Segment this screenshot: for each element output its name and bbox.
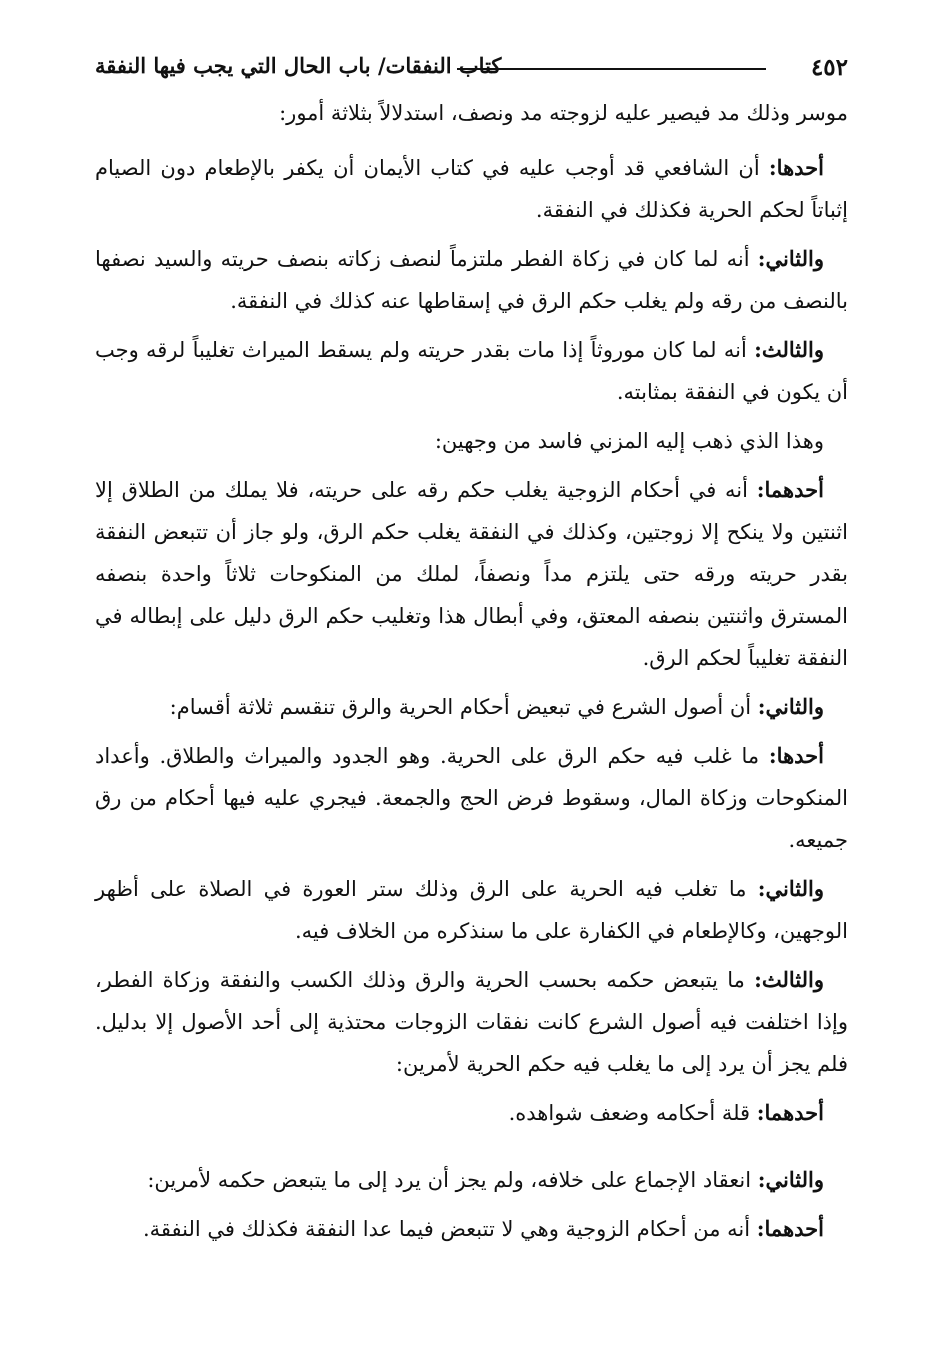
paragraph-1-lead: أحدها:	[768, 155, 824, 180]
paragraph-4	[95, 420, 848, 462]
paragraph-8-lead: والثاني:	[757, 876, 824, 901]
paragraph-2-text: أنه لما كان في زكاة الفطر ملتزماً لنصف زكاته بنصف حريته والسيد نصفها بالنصف من رقه ولم يغلب حكم الرق في إسقاطها عنه كذلك في النفقة.	[95, 247, 848, 313]
paragraph-7	[95, 735, 848, 861]
paragraph-8	[95, 868, 848, 952]
running-title: كتاب النفقات/ باب الحال التي يجب فيها النفقة	[95, 53, 502, 78]
paragraph-12-lead: أحدهما:	[756, 1216, 824, 1241]
paragraph-0	[95, 92, 848, 134]
paragraph-11-lead: والثاني:	[757, 1167, 824, 1192]
page-header	[95, 50, 848, 90]
paragraph-5-text: أنه في أحكام الزوجية يغلب حكم رقه على حريته، فلا يملك من الطلاق إلا اثنتين ولا ينكح إلا زوجتين، وكذلك في النفقة يغلب حكم الرق، ولو جاز أن تتبعض النفقة بقدر حريته ورقه حتى يلتزم مداً ونصفاً، لملك من المنكوحات ثلاثاً واحدة بنصفه المسترق واثنتين بنصفه المعتق، وفي أبطال هذا وتغليب حكم الرق دليل على إبطاله في النفقة تغليباً لحكم الرق.	[95, 478, 848, 670]
paragraph-4-text: وهذا الذي ذهب إليه المزني فاسد من وجهين:	[434, 429, 824, 453]
paragraph-5	[95, 469, 848, 679]
paragraph-8-text: ما تغلب فيه الحرية على الرق وذلك ستر العورة في الصلاة على أظهر الوجهين، وكالإطعام في الكفارة على ما سنذكره من الخلاف فيه.	[95, 877, 848, 943]
paragraph-0-text: موسر وذلك مد فيصير عليه لزوجته مد ونصف، استدلالاً بثلاثة أمور:	[279, 101, 848, 125]
paragraph-9	[95, 959, 848, 1085]
paragraph-11-text: انعقاد الإجماع على خلافه، ولم يجز أن يرد إلى ما يتبعض حكمه لأمرين:	[147, 1168, 752, 1192]
paragraph-6-text: أن أصول الشرع في تبعيض أحكام الحرية والرق تنقسم ثلاثة أقسام:	[169, 695, 752, 719]
paragraph-10	[95, 1092, 848, 1134]
paragraph-5-lead: أحدهما:	[756, 477, 824, 502]
paragraph-3-text: أنه لما كان موروثاً إذا مات بقدر حريته ولم يسقط الميراث تغليباً لرقه وجب أن يكون في النفقة بمثابته.	[95, 338, 848, 404]
header-rule	[457, 68, 766, 70]
paragraph-2-lead: والثاني:	[757, 246, 824, 271]
paragraph-6	[95, 686, 848, 728]
paragraph-12	[95, 1208, 848, 1250]
paragraph-10-lead: أحدهما:	[756, 1100, 824, 1125]
paragraph-9-text: ما يتبعض حكمه بحسب الحرية والرق وذلك الكسب والنفقة وزكاة الفطر، وإذا اختلفت فيه أصول الشرع كانت نفقات الزوجات محتذية إلى أحد الأصول إلا بدليل. فلم يجز أن يرد إلى ما يغلب فيه حكم الحرية لأمرين:	[95, 968, 848, 1076]
page-body	[95, 92, 848, 1257]
paragraph-11	[95, 1159, 848, 1201]
paragraph-7-text: ما غلب فيه حكم الرق على الحرية. وهو الجدود والميراث والطلاق. وأعداد المنكوحات وزكاة المال، وسقوط فرض الحج والجمعة. فيجري عليه فيها أحكام من رق جميعه.	[95, 744, 848, 852]
paragraph-10-text: قلة أحكامه وضعف شواهده.	[508, 1101, 751, 1125]
paragraph-9-lead: والثالث:	[754, 967, 824, 992]
paragraph-1	[95, 147, 848, 231]
paragraph-7-lead: أحدها:	[768, 743, 824, 768]
page-number: ٤٥٢	[810, 54, 848, 81]
paragraph-3	[95, 329, 848, 413]
paragraph-3-lead: والثالث:	[754, 337, 824, 362]
paragraph-6-lead: والثاني:	[757, 694, 824, 719]
paragraph-2	[95, 238, 848, 322]
paragraph-1-text: أن الشافعي قد أوجب عليه في كتاب الأيمان أن يكفر بالإطعام دون الصيام إثباتاً لحكم الحرية فكذلك في النفقة.	[95, 156, 848, 222]
paragraph-12-text: أنه من أحكام الزوجية وهي لا تتبعض فيما عدا النفقة فكذلك في النفقة.	[142, 1217, 751, 1241]
